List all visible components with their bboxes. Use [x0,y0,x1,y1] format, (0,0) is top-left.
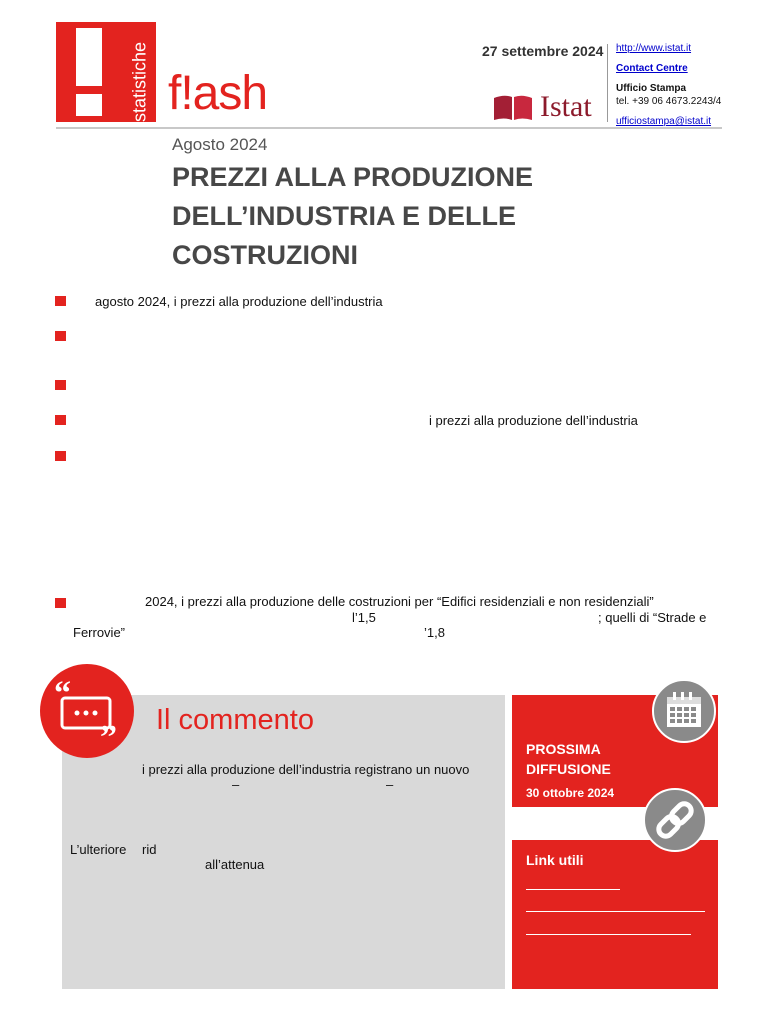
useful-links-label: Link utili [526,852,584,868]
chain-link-icon [645,790,705,850]
flash-wordmark: f!ash [168,67,268,120]
logo-exclamation-bar [76,28,102,86]
bullet-text-railways: Ferrovie” [73,625,126,640]
bullet-marker [55,415,66,425]
link-placeholder-line[interactable] [526,934,691,935]
press-office-phone: tel. +39 06 4673.2243/4 [616,96,722,107]
bullet-marker [55,296,66,306]
report-period: Agosto 2024 [172,135,268,154]
calendar-badge [652,679,716,743]
bullet-text-construction: 2024, i prezzi alla produzione delle costruzioni per “Edifici residenziali e non residenziali” [145,594,654,609]
bullet-value-buildings: l’1,5 [352,610,376,625]
calendar-icon [654,681,714,741]
bullet-marker [55,451,66,461]
header-divider [607,44,608,122]
link-badge [643,788,707,852]
header-rule [56,127,722,129]
report-title-line: COSTRUZIONI [172,240,358,270]
publication-date: 27 settembre 2024 [482,43,604,59]
comment-dash: – [386,777,394,792]
comment-text-ulteriore: L’ulteriore [70,842,127,857]
next-release-label: PROSSIMA DIFFUSIONE [526,741,611,777]
comment-quote-badge [40,664,134,758]
bullet-text-roads: ; quelli di “Strade e [598,610,707,625]
bullet-marker [55,331,66,341]
bullet-text-industry-prices: i prezzi alla produzione dell’industria [429,413,638,428]
bullet-value-roads: ’1,8 [424,625,445,640]
report-title-line: PREZZI ALLA PRODUZIONE [172,162,533,192]
comment-text-line: i prezzi alla produzione dell’industria registrano un nuovo [142,762,470,777]
istat-wordmark: Istat [540,90,592,123]
report-title [172,158,592,275]
website-link[interactable]: http://www.istat.it [616,43,692,54]
statistiche-flash-logo [56,22,156,122]
bullet-marker [55,380,66,390]
speech-bubble-icon [40,664,134,758]
contact-centre-link[interactable]: Contact Centre [616,63,688,74]
comment-text-rid: rid [142,842,157,857]
istat-logo-icon [494,94,534,120]
link-placeholder-line[interactable] [526,889,620,890]
logo-exclamation-dot [76,94,102,116]
svg-text:“: “ [54,675,71,712]
comment-dash: – [232,777,240,792]
press-office-label: Ufficio Stampa [616,83,687,94]
comment-text-attenua: all’attenua [205,857,265,872]
next-release-date: 30 ottobre 2024 [526,786,615,800]
press-office-email-link[interactable]: ufficiostampa@istat.it [616,116,712,127]
bullet-text-industry-august: agosto 2024, i prezzi alla produzione dell’industria [95,294,383,309]
link-placeholder-line[interactable] [526,911,705,912]
useful-links-panel [512,840,718,989]
bullet-marker [55,598,66,608]
report-title-line: DELL’INDUSTRIA E DELLE [172,201,517,231]
svg-text:”: ” [100,719,117,756]
contacts-block [616,42,721,128]
logo-vertical-text: statistiche [129,41,150,123]
comment-title: Il commento [156,704,314,736]
